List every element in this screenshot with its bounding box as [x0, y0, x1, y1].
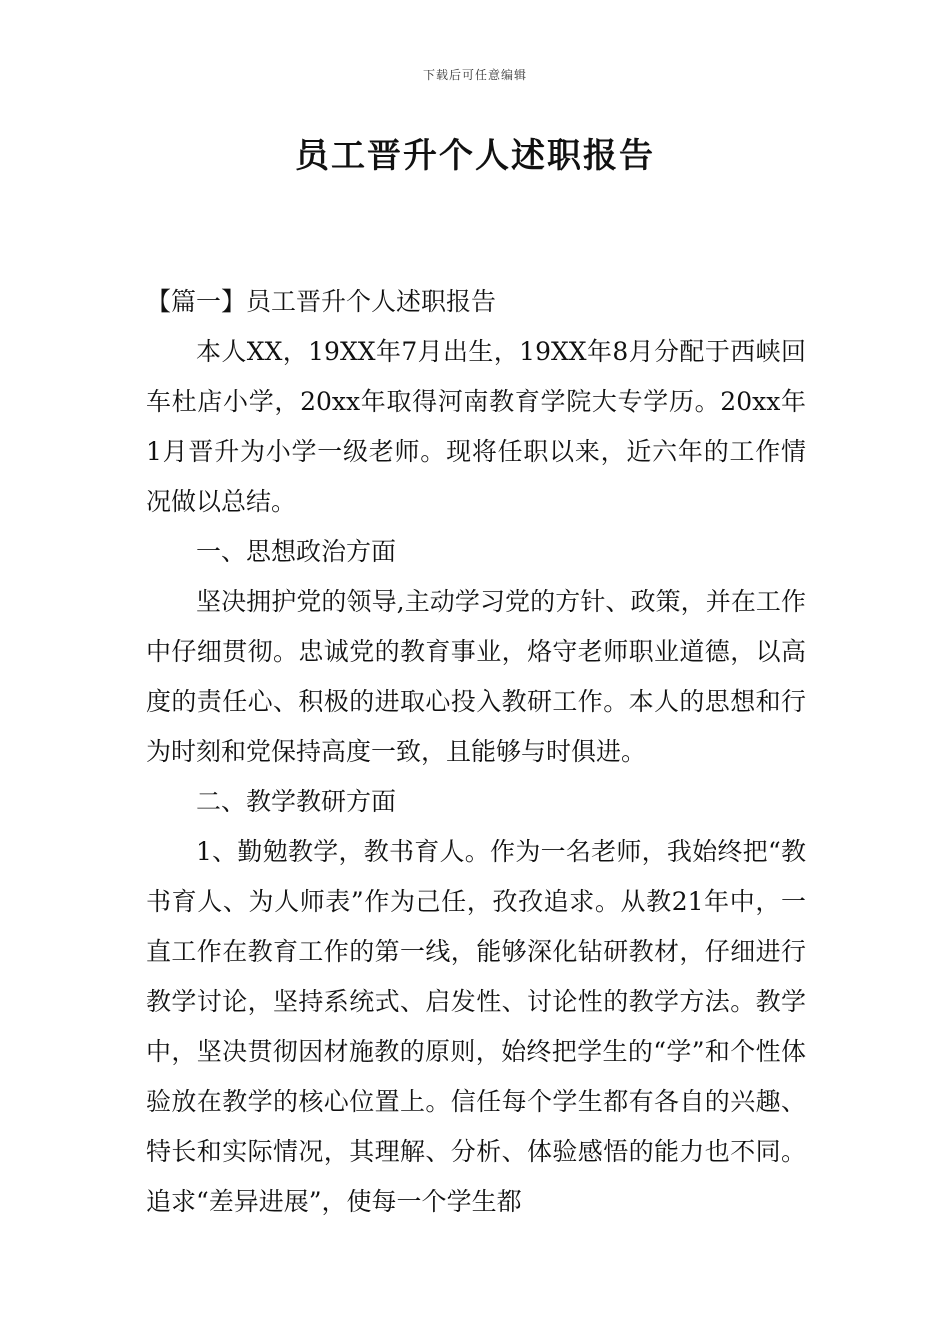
paragraph-political: 坚决拥护党的领导,主动学习党的方针、政策，并在工作中仔细贯彻。忠诚党的教育事业，烙守老师职业道德，以高度的责任心、积极的进取心投入教研工作。本人的思想和行为时刻和党保持高度一致，且能够与时俱进。	[146, 587, 806, 766]
page-header-note: 下载后可任意编辑	[422, 68, 527, 82]
paragraph-intro: 本人XX，19XX年7月出生，19XX年8月分配于西峡回车杜店小学，20xx年取得河南教育学院大专学历。20xx年1月晋升为小学一级老师。现将任职以来，近六年的工作情况做以总结。	[146, 337, 806, 516]
section-heading: 【篇一】员工晋升个人述职报告	[146, 287, 497, 316]
heading-political: 一、思想政治方面	[196, 537, 397, 566]
document-body	[146, 277, 806, 1227]
paragraph-teaching: 1、勤勉教学，教书育人。作为一名老师，我始终把“教书育人、为人师表”作为己任，孜孜追求。从教21年中，一直工作在教育工作的第一线，能够深化钻研教材，仔细进行教学讨论，坚持系统式、启发性、讨论性的教学方法。教学中，坚决贯彻因材施教的原则，始终把学生的“学”和个性体验放在教学的核心位置上。信任每个学生都有各自的兴趣、特长和实际情况，其理解、分析、体验感悟的能力也不同。追求“差异进展”，使每一个学生都	[146, 837, 806, 1216]
document-title: 员工晋升个人述职报告	[295, 136, 655, 176]
heading-teaching: 二、教学教研方面	[196, 787, 397, 816]
